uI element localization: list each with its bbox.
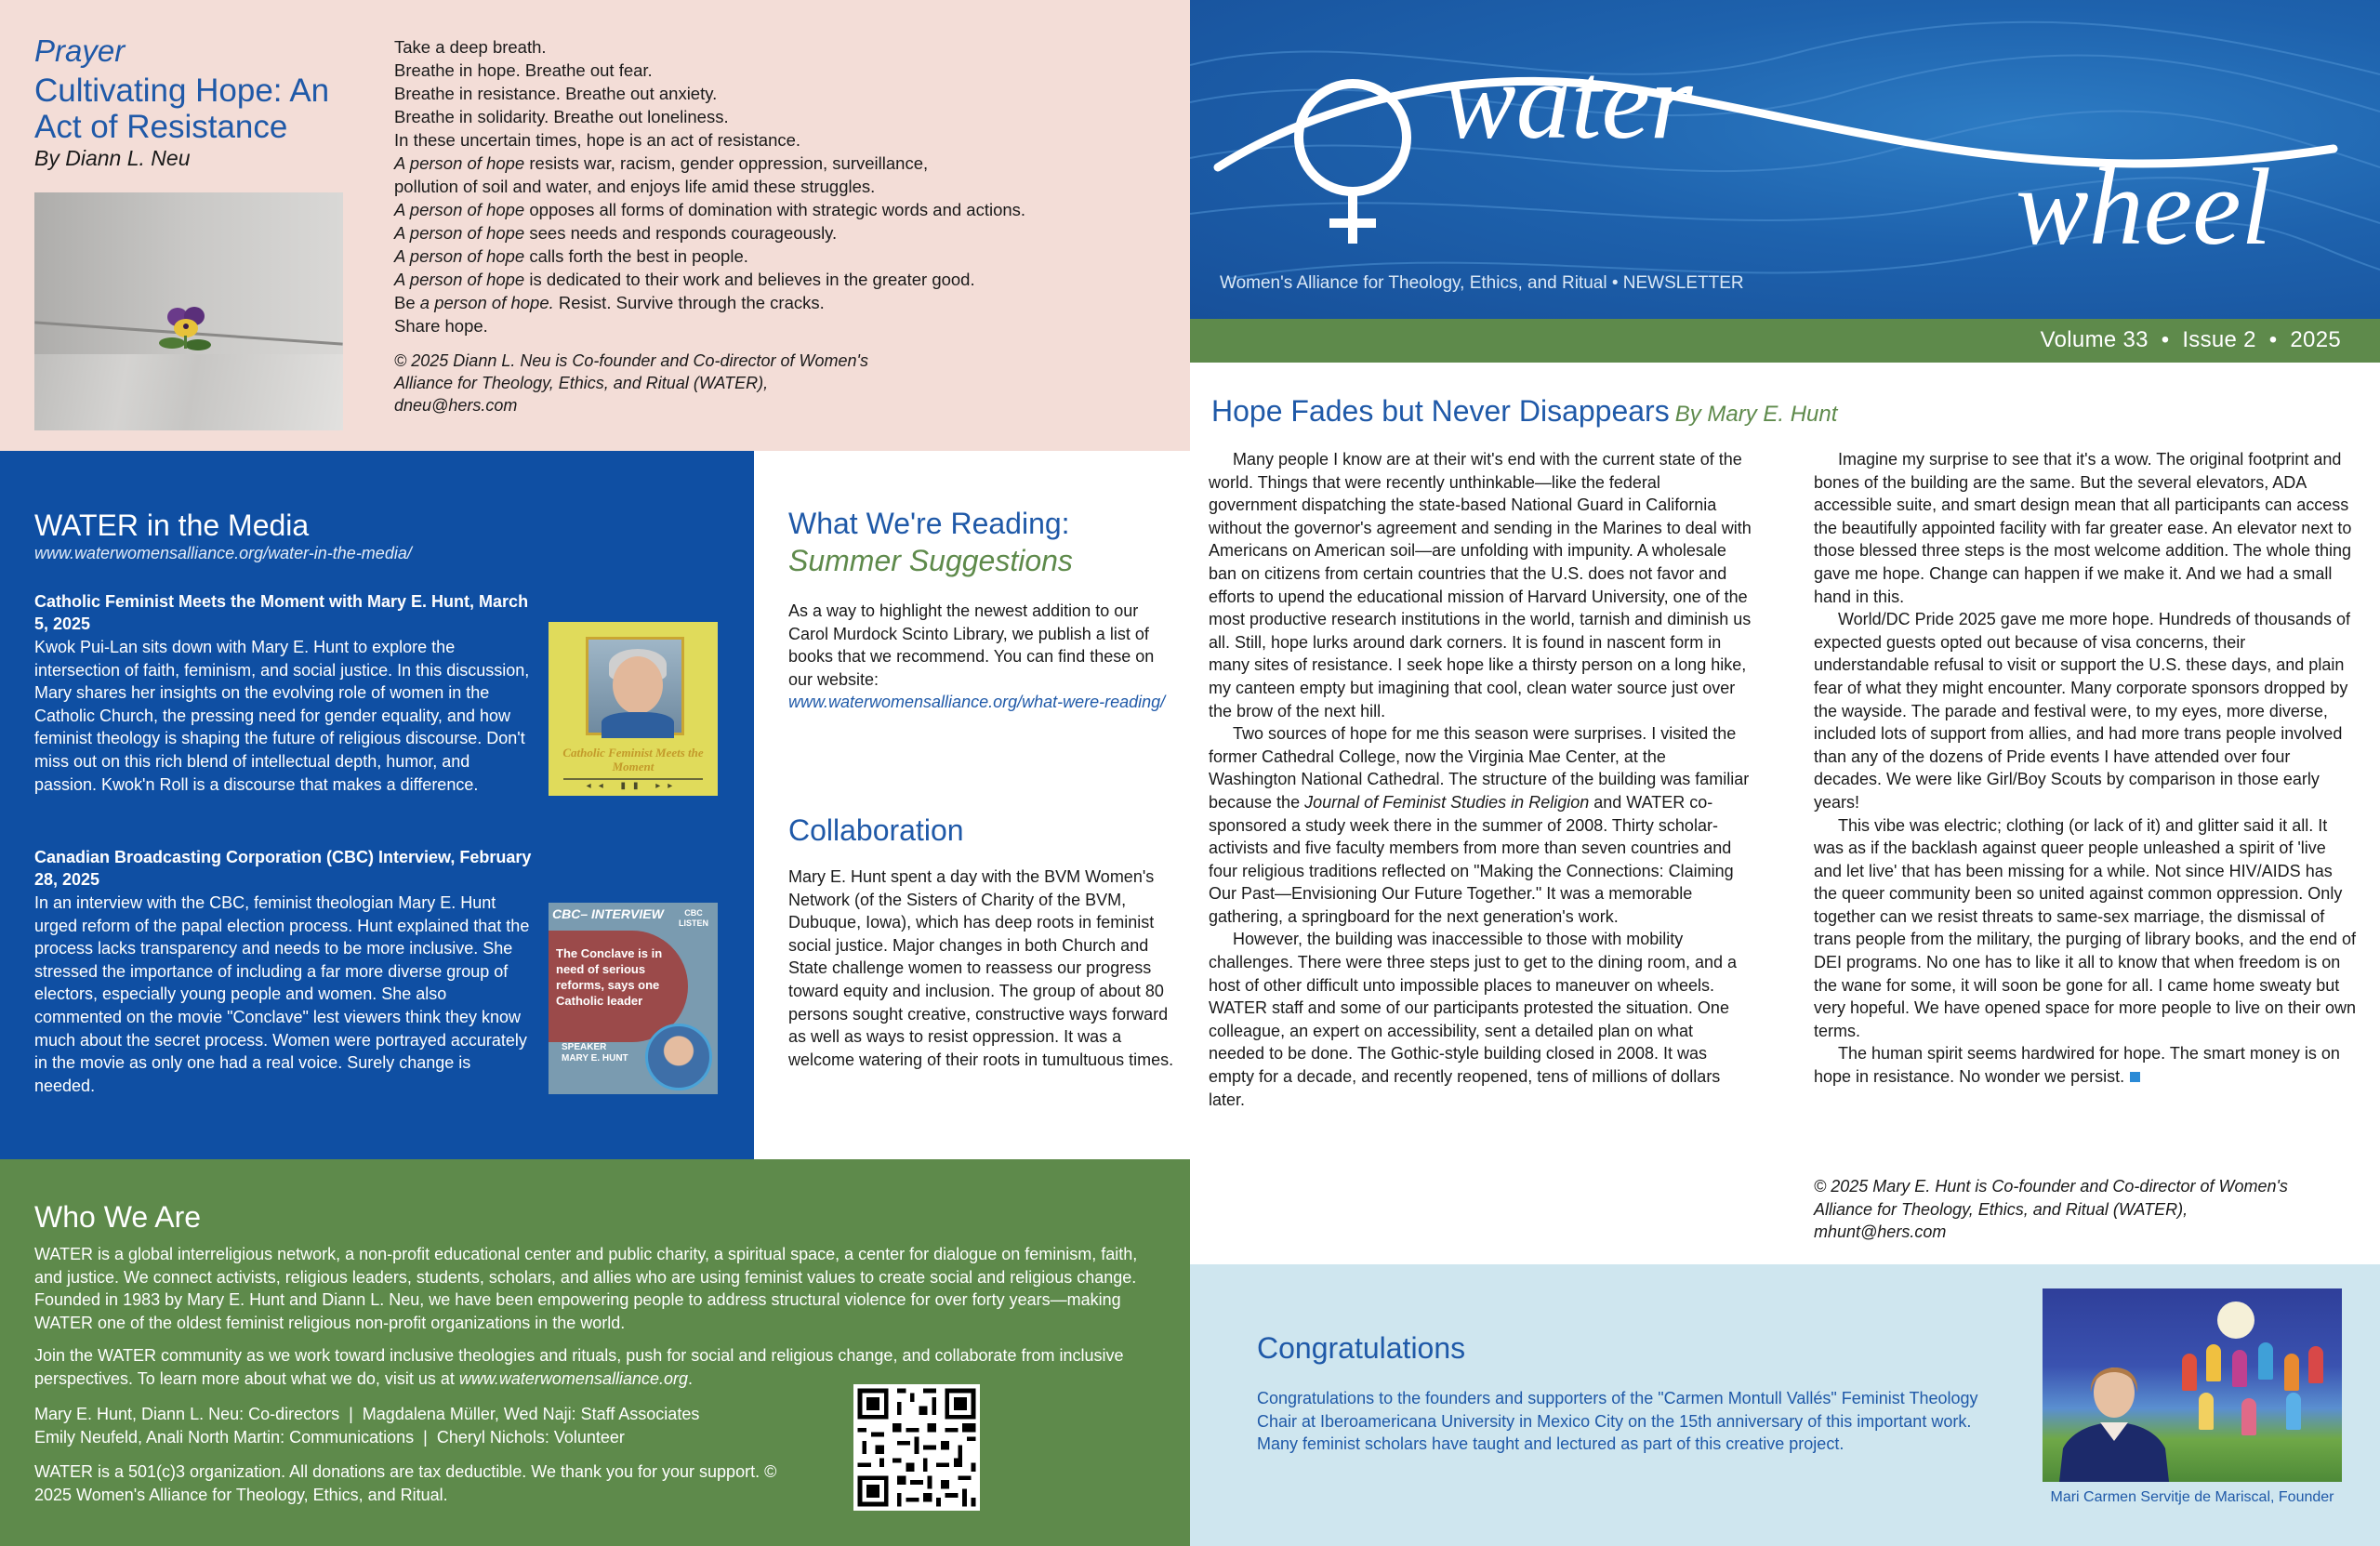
article-paragraph: However, the building was inaccessible to those with mobility challenges. There were three steps just to get to the dining room, and a host of other difficult unto impossible places to maneuver on wheels. WATER staff and some of our participants protested the situation. One colleague, an expert on accessibility, sent a detailed plan on what needed to be done. The Gothic-style building closed in 2008. It was empty for a decade, and recently reopened, tens of millions of dollars later. — [1209, 930, 1738, 1109]
prayer-section — [0, 0, 1190, 451]
audio-controls-icon: ◂◂ ▮▮ ▸▸ — [586, 781, 681, 791]
founder-with-painting-photo — [2043, 1288, 2342, 1482]
cbc-thumbnail-tag: CBC– INTERVIEW — [552, 906, 664, 921]
prayer-kicker: Prayer — [34, 33, 126, 68]
cbc-interview-thumbnail[interactable] — [549, 903, 718, 1094]
article-paragraph: Imagine my surprise to see that it's a wow. The original footprint and bones of the building are the same. But the several elevators, ADA accessible suite, and smart design mean that all participants can access the beautifully appointed facility with far greater ease. An elevator next to those blessed three steps is the most welcome addition. The whole thing gave me hope. Change can happen if we make it. And we had a small hand in this. — [1814, 450, 2352, 606]
logo-word-wheel: wheel — [2016, 146, 2272, 268]
cbc-thumbnail-quote: The Conclave is in need of serious reforms, says one Catholic leader — [556, 946, 663, 1008]
who-footer: WATER is a 501(c)3 organization. All donations are tax deductible. We thank you for your support. © 2025 Women's Alliance for Theology, Ethics, and Ritual. — [34, 1462, 777, 1504]
who-we-are-section — [0, 1159, 1190, 1546]
prayer-poem — [394, 35, 1166, 337]
poem-line: A person of hope calls forth the best in people. — [394, 246, 748, 266]
reading-body: As a way to highlight the newest addition to our Carol Murdock Scinto Library, we publish a list of books that we recommend. You can find these on our website: — [788, 601, 1155, 689]
issue-bar — [1190, 319, 2380, 363]
collaboration-body: Mary E. Hunt spent a day with the BVM Women's Network (of the Sisters of Charity of the BVM, Dubuque, Iowa), which has deep roots in feminist social justice. Major changes in both Church and State challenge women to reassess our progress toward equity and inclusion. The group of about 80 persons sought creative, constructive ways forward as well as ways to resist oppression. It was a welcome watering of their roots in tumultuous times. — [788, 867, 1174, 1069]
article-byline: By Mary E. Hunt — [1674, 402, 1838, 427]
article-title: Hope Fades but Never Disappears — [1211, 394, 1670, 428]
poem-line: Be a person of hope. Resist. Survive through the cracks. — [394, 293, 825, 312]
reading-subheading: Summer Suggestions — [788, 544, 1073, 577]
article-paragraph: This vibe was electric; clothing (or lack of it) and glitter said it all. It was as if the backlash against queer people unleashed a spirit of 'live and let live' that has been missing for a while. Not since HIV/AIDS has the queer community been so united against common oppression. Only together can we resist threats to same-sex marriage, the dismissal of trans people from the military, the purging of library books, and the end of DEI programs. No one has to like it all to know that when freedom is on the wane for some, it will soon be gone for all. I came home sweaty but very hopeful. We have opened space for more people to live on their own terms. — [1814, 815, 2357, 1040]
audio-progress-bar — [563, 778, 703, 780]
cbc-thumbnail-speaker: SPEAKER MARY E. HUNT — [562, 1042, 628, 1064]
prayer-title: Cultivating Hope: An Act of Resistance — [34, 73, 330, 145]
congrats-body: Congratulations to the founders and supporters of the "Carmen Montull Vallés" Feminist Theology Chair at Iberoamericana University in Mexico City on the 15th anniversary of this important work. Many feminist scholars have taught and lectured as part of this creative project. — [1257, 1389, 1978, 1454]
who-heading: Who We Are — [34, 1200, 202, 1234]
masthead — [1190, 0, 2380, 319]
water-wheel-logo — [1190, 0, 2380, 319]
article-credit: © 2025 Mary E. Hunt is Co-founder and Co-director of Women's Alliance for Theology, Ethics, and Ritual (WATER), mhunt@hers.com — [1814, 1177, 2288, 1242]
poem-line: pollution of soil and water, and enjoys life amid these struggles. — [394, 177, 876, 196]
founder-portrait — [2059, 1344, 2169, 1482]
article-section — [1190, 363, 2380, 1264]
poem-line: Breathe in solidarity. Breathe out loneliness. — [394, 107, 729, 126]
article-paragraph: Two sources of hope for me this season were surprises. I visited the former Cathedral College, now the Virginia Mae Center, at the Washington National Cathedral. The structure of the building was familiar because the Journal of Feminist Studies in Religion and WATER co-sponsored a study week there in the summer of 2008. Thirty scholar-activists and five faculty members from more than seven countries and four religious traditions reflected on "Making the Connections: Claiming Our Past—Envisioning Our Future Together." It was a memorable gathering, a springboard for the next generation's work. — [1209, 724, 1750, 926]
poem-line: Take a deep breath. — [394, 37, 547, 57]
congrats-heading: Congratulations — [1257, 1331, 1466, 1365]
speaker-portrait — [645, 1024, 712, 1090]
reading-link[interactable]: www.waterwomensalliance.org/what-were-reading/ — [788, 693, 1166, 711]
media-section — [0, 451, 754, 1159]
article-column-2 — [1814, 448, 2358, 1089]
podcast-thumbnail[interactable] — [549, 622, 718, 796]
masthead-tagline: Women's Alliance for Theology, Ethics, and Ritual • NEWSLETTER — [1220, 273, 1744, 293]
poem-line: Breathe in resistance. Breathe out anxiety. — [394, 84, 718, 103]
media-item-body: In an interview with the CBC, feminist theologian Mary E. Hunt urged reform of the papal election process. Hunt explained that the process lacks transparency and needs to be more inclusive. She stressed the importance of including a far more diverse group of electors, especially young people and women. She also commented on the movie "Conclave" lest viewers think they know much about the secret process. Women were portrayed accurately in the movie as only one had a real voice. Surely change is needed. — [34, 893, 530, 1095]
who-paragraph: WATER is a global interreligious network, a non-profit educational center and public charity, a spiritual space, a center for dialogue on feminism, faith, and justice. We connect activists, religious leaders, students, scholars, and allies who are using feminist values to create social and religious change. Founded in 1983 by Mary E. Hunt and Diann L. Neu, we have been empowering people to address structural violence for over forty years—making WATER one of the oldest feminist religious non-profit organizations in the world. — [34, 1245, 1138, 1332]
qr-code-icon[interactable] — [853, 1384, 980, 1511]
media-link[interactable]: www.waterwomensalliance.org/water-in-the-media/ — [34, 544, 412, 562]
poem-line: A person of hope resists war, racism, gender oppression, surveillance, — [394, 153, 929, 173]
who-website-link[interactable]: www.waterwomensalliance.org — [458, 1368, 689, 1388]
prayer-byline: By Diann L. Neu — [34, 146, 191, 170]
prayer-credit: © 2025 Diann L. Neu is Co-founder and Co-director of Women's Alliance for Theology, Ethics, and Ritual (WATER), dneu@hers.com — [394, 351, 868, 415]
media-item-title: Canadian Broadcasting Corporation (CBC) Interview, February 28, 2025 — [34, 848, 532, 889]
poem-line: In these uncertain times, hope is an act of resistance. — [394, 130, 801, 150]
media-heading: WATER in the Media — [34, 509, 310, 542]
issue-info: Volume 33 • Issue 2 • 2025 — [2040, 327, 2341, 352]
poem-line: Share hope. — [394, 316, 488, 336]
media-item-body: Kwok Pui-Lan sits down with Mary E. Hunt to explore the intersection of faith, feminism, and social justice. In this discussion, Mary shares her insights on the evolving role of women in the Catholic Church, the pressing need for gender equality, and how feminist theology is shaping the future of religious discourse. Don't miss out on this rich blend of intellectual depth, humor, and passion. Kwok'n Roll is a discourse that makes a difference. — [34, 638, 530, 794]
article-paragraph: The human spirit seems hardwired for hope. The smart money is on hope in resistance. No wonder we persist. — [1814, 1044, 2340, 1087]
collaboration-heading: Collaboration — [788, 813, 964, 847]
podcast-thumbnail-label: Catholic Feminist Meets the Moment — [562, 746, 704, 773]
cbc-logo: CBC LISTEN — [678, 908, 708, 928]
staff-list: Mary E. Hunt, Diann L. Neu: Co-directors | Magdalena Müller, Wed Naji: Staff Associates Emily Neufeld, Anali North Martin: Communications | Cheryl Nichols: Volunteer — [34, 1405, 700, 1447]
end-mark-icon — [2130, 1072, 2140, 1082]
who-paragraph: Join the WATER community as we work toward inclusive theologies and rituals, push for social and religious change, and collaborate from inclusive perspectives. To learn more about what we do, visit us at www.waterwomensalliance.org. — [34, 1346, 1124, 1388]
pansy-flower-icon — [153, 302, 218, 354]
poem-line: Breathe in hope. Breathe out fear. — [394, 60, 653, 80]
article-paragraph: Many people I know are at their wit's end with the current state of the world. Things that were recently unthinkable—like the federal government dispatching the state-based National Guard in California without the governor's agreement and sending in the Marines to deal with Americans on American soil—are unfolding with impunity. A wholesale ban on citizens from certain countries that the U.S. does not favor and efforts to upend the educational mission of Harvard University, one of the most productive research institutions in the world, tarnish and diminish us all. Still, hope lurks around dark corners. It is found in nascent form in many sites of resistance. I seek hope like a thirsty person on a long hike, my canteen empty but imagining that cool, clean water source just over the brow of the next hill. — [1209, 450, 1752, 720]
logo-word-water: water — [1443, 40, 1693, 162]
reading-heading: What We're Reading: — [788, 507, 1070, 540]
poem-line: A person of hope sees needs and responds courageously. — [394, 223, 838, 243]
photo-caption: Mari Carmen Servitje de Mariscal, Founder — [2050, 1489, 2334, 1505]
article-paragraph: World/DC Pride 2025 gave me more hope. Hundreds of thousands of expected guests opted out because of visa concerns, their understandable refusal to visit or support the U.S. these days, and plain fear of what they might encounter. Many corporate sponsors dropped by the wayside. The parade and festival were, to my eyes, more diverse, included lots of support from allies, and had more trans people involved than any of the dozens of Pride events I have attended over four decades. We were like Girl/Boy Scouts by comparison in those early years! — [1814, 610, 2350, 812]
media-item-title: Catholic Feminist Meets the Moment with Mary E. Hunt, March 5, 2025 — [34, 592, 529, 633]
poem-line: A person of hope opposes all forms of domination with strategic words and actions. — [394, 200, 1026, 219]
flower-in-crack-photo — [34, 192, 343, 430]
reading-section — [754, 451, 1190, 1159]
article-header — [1211, 394, 1837, 429]
article-column-1 — [1209, 448, 1752, 1111]
poem-line: A person of hope is dedicated to their work and believes in the greater good. — [394, 270, 975, 289]
congratulations-section — [1190, 1264, 2380, 1546]
